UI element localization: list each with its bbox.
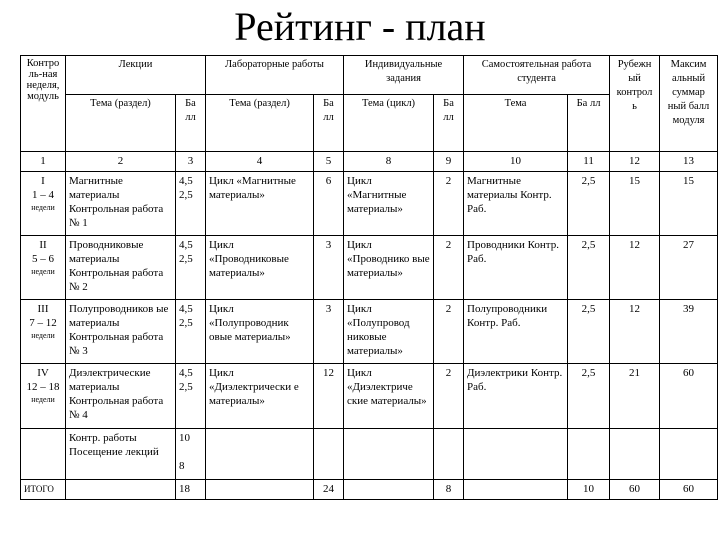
control-week-range: 7 – 12 bbox=[29, 317, 57, 330]
control-week-cell bbox=[21, 236, 66, 300]
table-row bbox=[21, 364, 718, 428]
selfwork-points: 2,5 bbox=[568, 364, 610, 428]
empty-cell bbox=[21, 428, 66, 479]
header-individual-points: Ба лл bbox=[434, 94, 464, 151]
column-number: 11 bbox=[568, 151, 610, 171]
control-week-label: недели bbox=[31, 203, 55, 213]
header-control-week: Контро ль-ная неделя, модуль bbox=[21, 56, 66, 152]
header-lectures: Лекции bbox=[66, 56, 206, 95]
lab-points: 6 bbox=[314, 172, 344, 236]
lecture-points: 8 bbox=[179, 459, 185, 472]
empty-cell bbox=[568, 428, 610, 479]
control-week-number: II bbox=[39, 239, 47, 252]
lab-topic: Цикл «Диэлектрически е материалы» bbox=[206, 364, 314, 428]
control-week-range: 12 – 18 bbox=[26, 381, 60, 394]
lab-topic: Цикл «Проводниковые материалы» bbox=[206, 236, 314, 300]
control-week-label: недели bbox=[31, 331, 55, 341]
table-row bbox=[21, 300, 718, 364]
empty-cell bbox=[344, 428, 434, 479]
lecture-points: 4,5 2,5 bbox=[176, 300, 206, 364]
control-week-range: 1 – 4 bbox=[32, 189, 54, 202]
column-number-row bbox=[21, 151, 718, 171]
selfwork-topic: Магнитные материалы Контр. Раб. bbox=[464, 172, 568, 236]
total-selfwork-points: 10 bbox=[568, 479, 610, 499]
individual-points: 2 bbox=[434, 236, 464, 300]
header-selfwork: Самостоятельная работа студента bbox=[464, 56, 610, 95]
column-number: 3 bbox=[176, 151, 206, 171]
selfwork-topic: Полупроводники Контр. Раб. bbox=[464, 300, 568, 364]
max-points: 60 bbox=[660, 364, 718, 428]
empty-cell bbox=[434, 428, 464, 479]
empty-cell bbox=[206, 479, 314, 499]
empty-cell bbox=[206, 428, 314, 479]
header-lecture-topic: Тема (раздел) bbox=[66, 94, 176, 151]
total-row bbox=[21, 479, 718, 499]
lecture-topic: Магнитные материалы Контрольная работа № 1 bbox=[66, 172, 176, 236]
column-number: 9 bbox=[434, 151, 464, 171]
empty-cell bbox=[314, 428, 344, 479]
lab-points: 3 bbox=[314, 236, 344, 300]
empty-cell bbox=[464, 428, 568, 479]
lecture-topic: Полупроводников ые материалы Контрольная работа № 3 bbox=[66, 300, 176, 364]
control-week-number: I bbox=[41, 175, 45, 188]
lecture-topic: Диэлектрические материалы Контрольная работа № 4 bbox=[66, 364, 176, 428]
midterm-points: 15 bbox=[610, 172, 660, 236]
total-lecture-points: 18 bbox=[176, 479, 206, 499]
header-selfwork-points: Ба лл bbox=[568, 94, 610, 151]
lab-points: 3 bbox=[314, 300, 344, 364]
column-number: 13 bbox=[660, 151, 718, 171]
lab-topic: Цикл «Магнитные материалы» bbox=[206, 172, 314, 236]
lecture-points: 4,5 2,5 bbox=[176, 172, 206, 236]
selfwork-points: 2,5 bbox=[568, 172, 610, 236]
control-week-cell bbox=[21, 364, 66, 428]
total-individual-points: 8 bbox=[434, 479, 464, 499]
lecture-points: 4,5 2,5 bbox=[176, 364, 206, 428]
lecture-topic: Контр. работы Посещение лекций bbox=[66, 428, 176, 479]
control-week-cell bbox=[21, 172, 66, 236]
control-week-range: 5 – 6 bbox=[32, 253, 54, 266]
individual-topic: Цикл «Диэлектриче ские материалы» bbox=[344, 364, 434, 428]
header-individual-topic: Тема (цикл) bbox=[344, 94, 434, 151]
header-midterm: Рубежн ый контрол ь bbox=[610, 56, 660, 152]
lecture-points-cell bbox=[176, 428, 206, 479]
lab-topic: Цикл «Полупроводник овые материалы» bbox=[206, 300, 314, 364]
table-row bbox=[21, 236, 718, 300]
control-week-label: недели bbox=[31, 267, 55, 277]
column-number: 1 bbox=[21, 151, 66, 171]
total-midterm-points: 60 bbox=[610, 479, 660, 499]
control-week-label: недели bbox=[31, 395, 55, 405]
header-lab-topic: Тема (раздел) bbox=[206, 94, 314, 151]
individual-topic: Цикл «Полупровод никовые материалы» bbox=[344, 300, 434, 364]
empty-cell bbox=[660, 428, 718, 479]
empty-cell bbox=[464, 479, 568, 499]
max-points: 27 bbox=[660, 236, 718, 300]
selfwork-topic: Диэлектрики Контр. Раб. bbox=[464, 364, 568, 428]
individual-points: 2 bbox=[434, 364, 464, 428]
total-lab-points: 24 bbox=[314, 479, 344, 499]
column-number: 12 bbox=[610, 151, 660, 171]
empty-cell bbox=[344, 479, 434, 499]
column-number: 10 bbox=[464, 151, 568, 171]
max-points: 39 bbox=[660, 300, 718, 364]
midterm-points: 12 bbox=[610, 300, 660, 364]
column-number: 8 bbox=[344, 151, 434, 171]
table-row bbox=[21, 172, 718, 236]
header-selfwork-topic: Тема bbox=[464, 94, 568, 151]
header-labs: Лабораторные работы bbox=[206, 56, 344, 95]
control-week-number: IV bbox=[37, 367, 49, 380]
individual-points: 2 bbox=[434, 172, 464, 236]
header-individual: Индивидуальные задания bbox=[344, 56, 464, 95]
selfwork-points: 2,5 bbox=[568, 300, 610, 364]
lecture-points: 4,5 2,5 bbox=[176, 236, 206, 300]
midterm-points: 21 bbox=[610, 364, 660, 428]
total-max-points: 60 bbox=[660, 479, 718, 499]
individual-topic: Цикл «Проводнико вые материалы» bbox=[344, 236, 434, 300]
total-label: ИТОГО bbox=[21, 479, 66, 499]
empty-cell bbox=[66, 479, 176, 499]
rating-plan-table bbox=[20, 55, 718, 500]
control-week-number: III bbox=[37, 303, 49, 316]
individual-topic: Цикл «Магнитные материалы» bbox=[344, 172, 434, 236]
individual-points: 2 bbox=[434, 300, 464, 364]
column-number: 4 bbox=[206, 151, 314, 171]
table-row bbox=[21, 428, 718, 479]
header-lecture-points: Ба лл bbox=[176, 94, 206, 151]
selfwork-points: 2,5 bbox=[568, 236, 610, 300]
header-lab-points: Ба лл bbox=[314, 94, 344, 151]
column-number: 5 bbox=[314, 151, 344, 171]
lecture-topic: Проводниковые материалы Контрольная работа № 2 bbox=[66, 236, 176, 300]
selfwork-topic: Проводники Контр. Раб. bbox=[464, 236, 568, 300]
max-points: 15 bbox=[660, 172, 718, 236]
lab-points: 12 bbox=[314, 364, 344, 428]
control-week-cell bbox=[21, 300, 66, 364]
midterm-points: 12 bbox=[610, 236, 660, 300]
page-title: Рейтинг - план bbox=[234, 4, 486, 49]
lecture-points: 10 bbox=[179, 431, 190, 444]
header-max-score: Максим альный суммар ный балл модуля bbox=[660, 56, 718, 152]
column-number: 2 bbox=[66, 151, 176, 171]
empty-cell bbox=[610, 428, 660, 479]
